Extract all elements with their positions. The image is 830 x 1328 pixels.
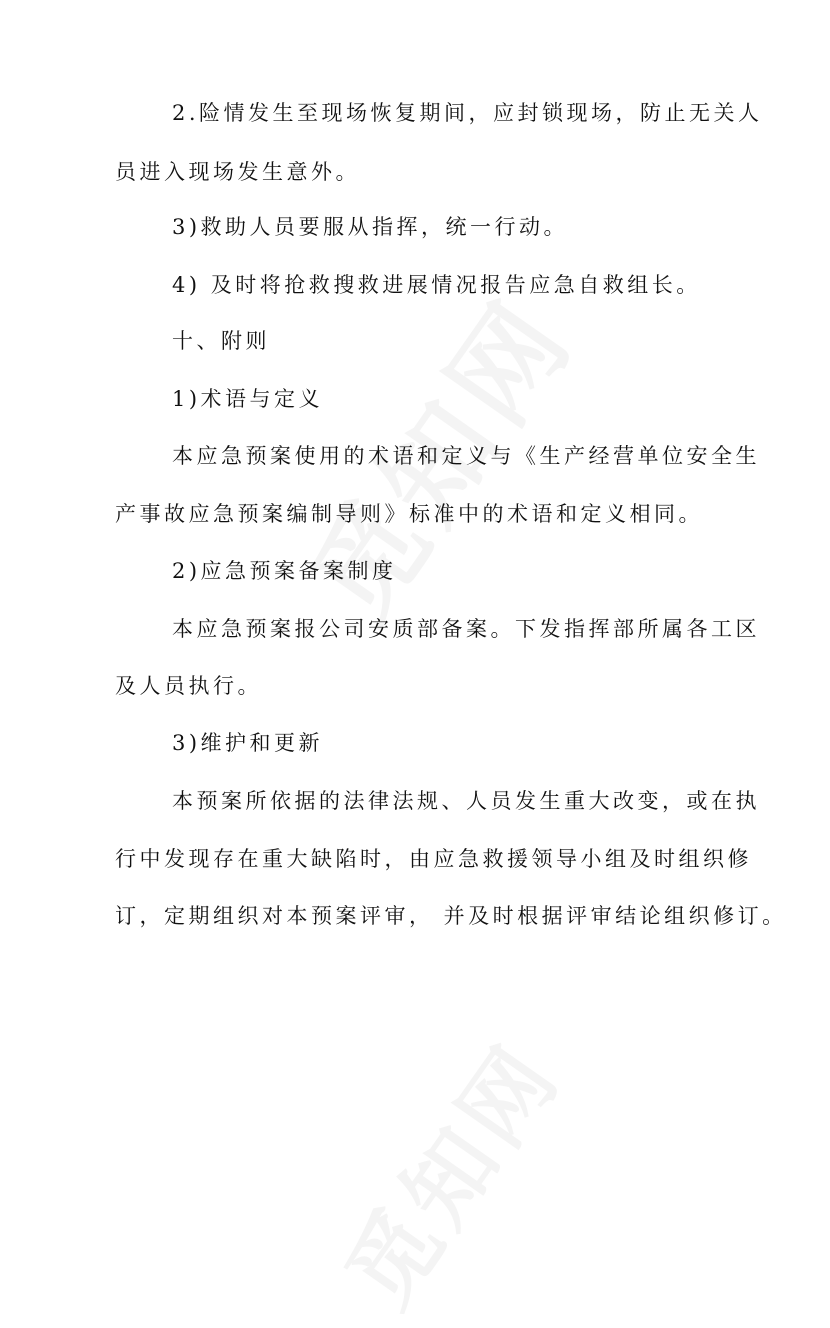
paragraph-line-8: 及人员执行。 <box>115 674 262 698</box>
section-heading: 十、附则 <box>172 329 270 353</box>
watermark-bottom <box>309 1012 584 1327</box>
paragraph-line-3: 3)救助人员要服从指挥，统一行动。 <box>172 215 569 239</box>
paragraph-line-2: 员进入现场发生意外。 <box>115 160 360 184</box>
paragraph-line-10: 行中发现存在重大缺陷时，由应急救援领导小组及时组织修 <box>115 847 752 871</box>
paragraph-line-7: 本应急预案报公司安质部备案。下发指挥部所属各工区 <box>172 617 760 641</box>
subheading-2: 2)应急预案备案制度 <box>172 559 397 583</box>
paragraph-line-11: 订，定期组织对本预案评审， 并及时根据评审结论组织修订。 <box>115 904 787 928</box>
paragraph-line-9: 本预案所依据的法律法规、人员发生重大改变，或在执 <box>172 789 760 813</box>
paragraph-line-5: 本应急预案使用的术语和定义与《生产经营单位安全生 <box>172 444 760 468</box>
subheading-1: 1)术语与定义 <box>172 387 324 411</box>
paragraph-line-4: 4) 及时将抢救搜救进展情况报告应急自救组长。 <box>172 273 701 297</box>
subheading-3: 3)维护和更新 <box>172 731 324 755</box>
paragraph-line-1: 2.险情发生至现场恢复期间，应封锁现场，防止无关人 <box>172 101 763 125</box>
paragraph-line-6: 产事故应急预案编制导则》标准中的术语和定义相同。 <box>115 502 703 526</box>
